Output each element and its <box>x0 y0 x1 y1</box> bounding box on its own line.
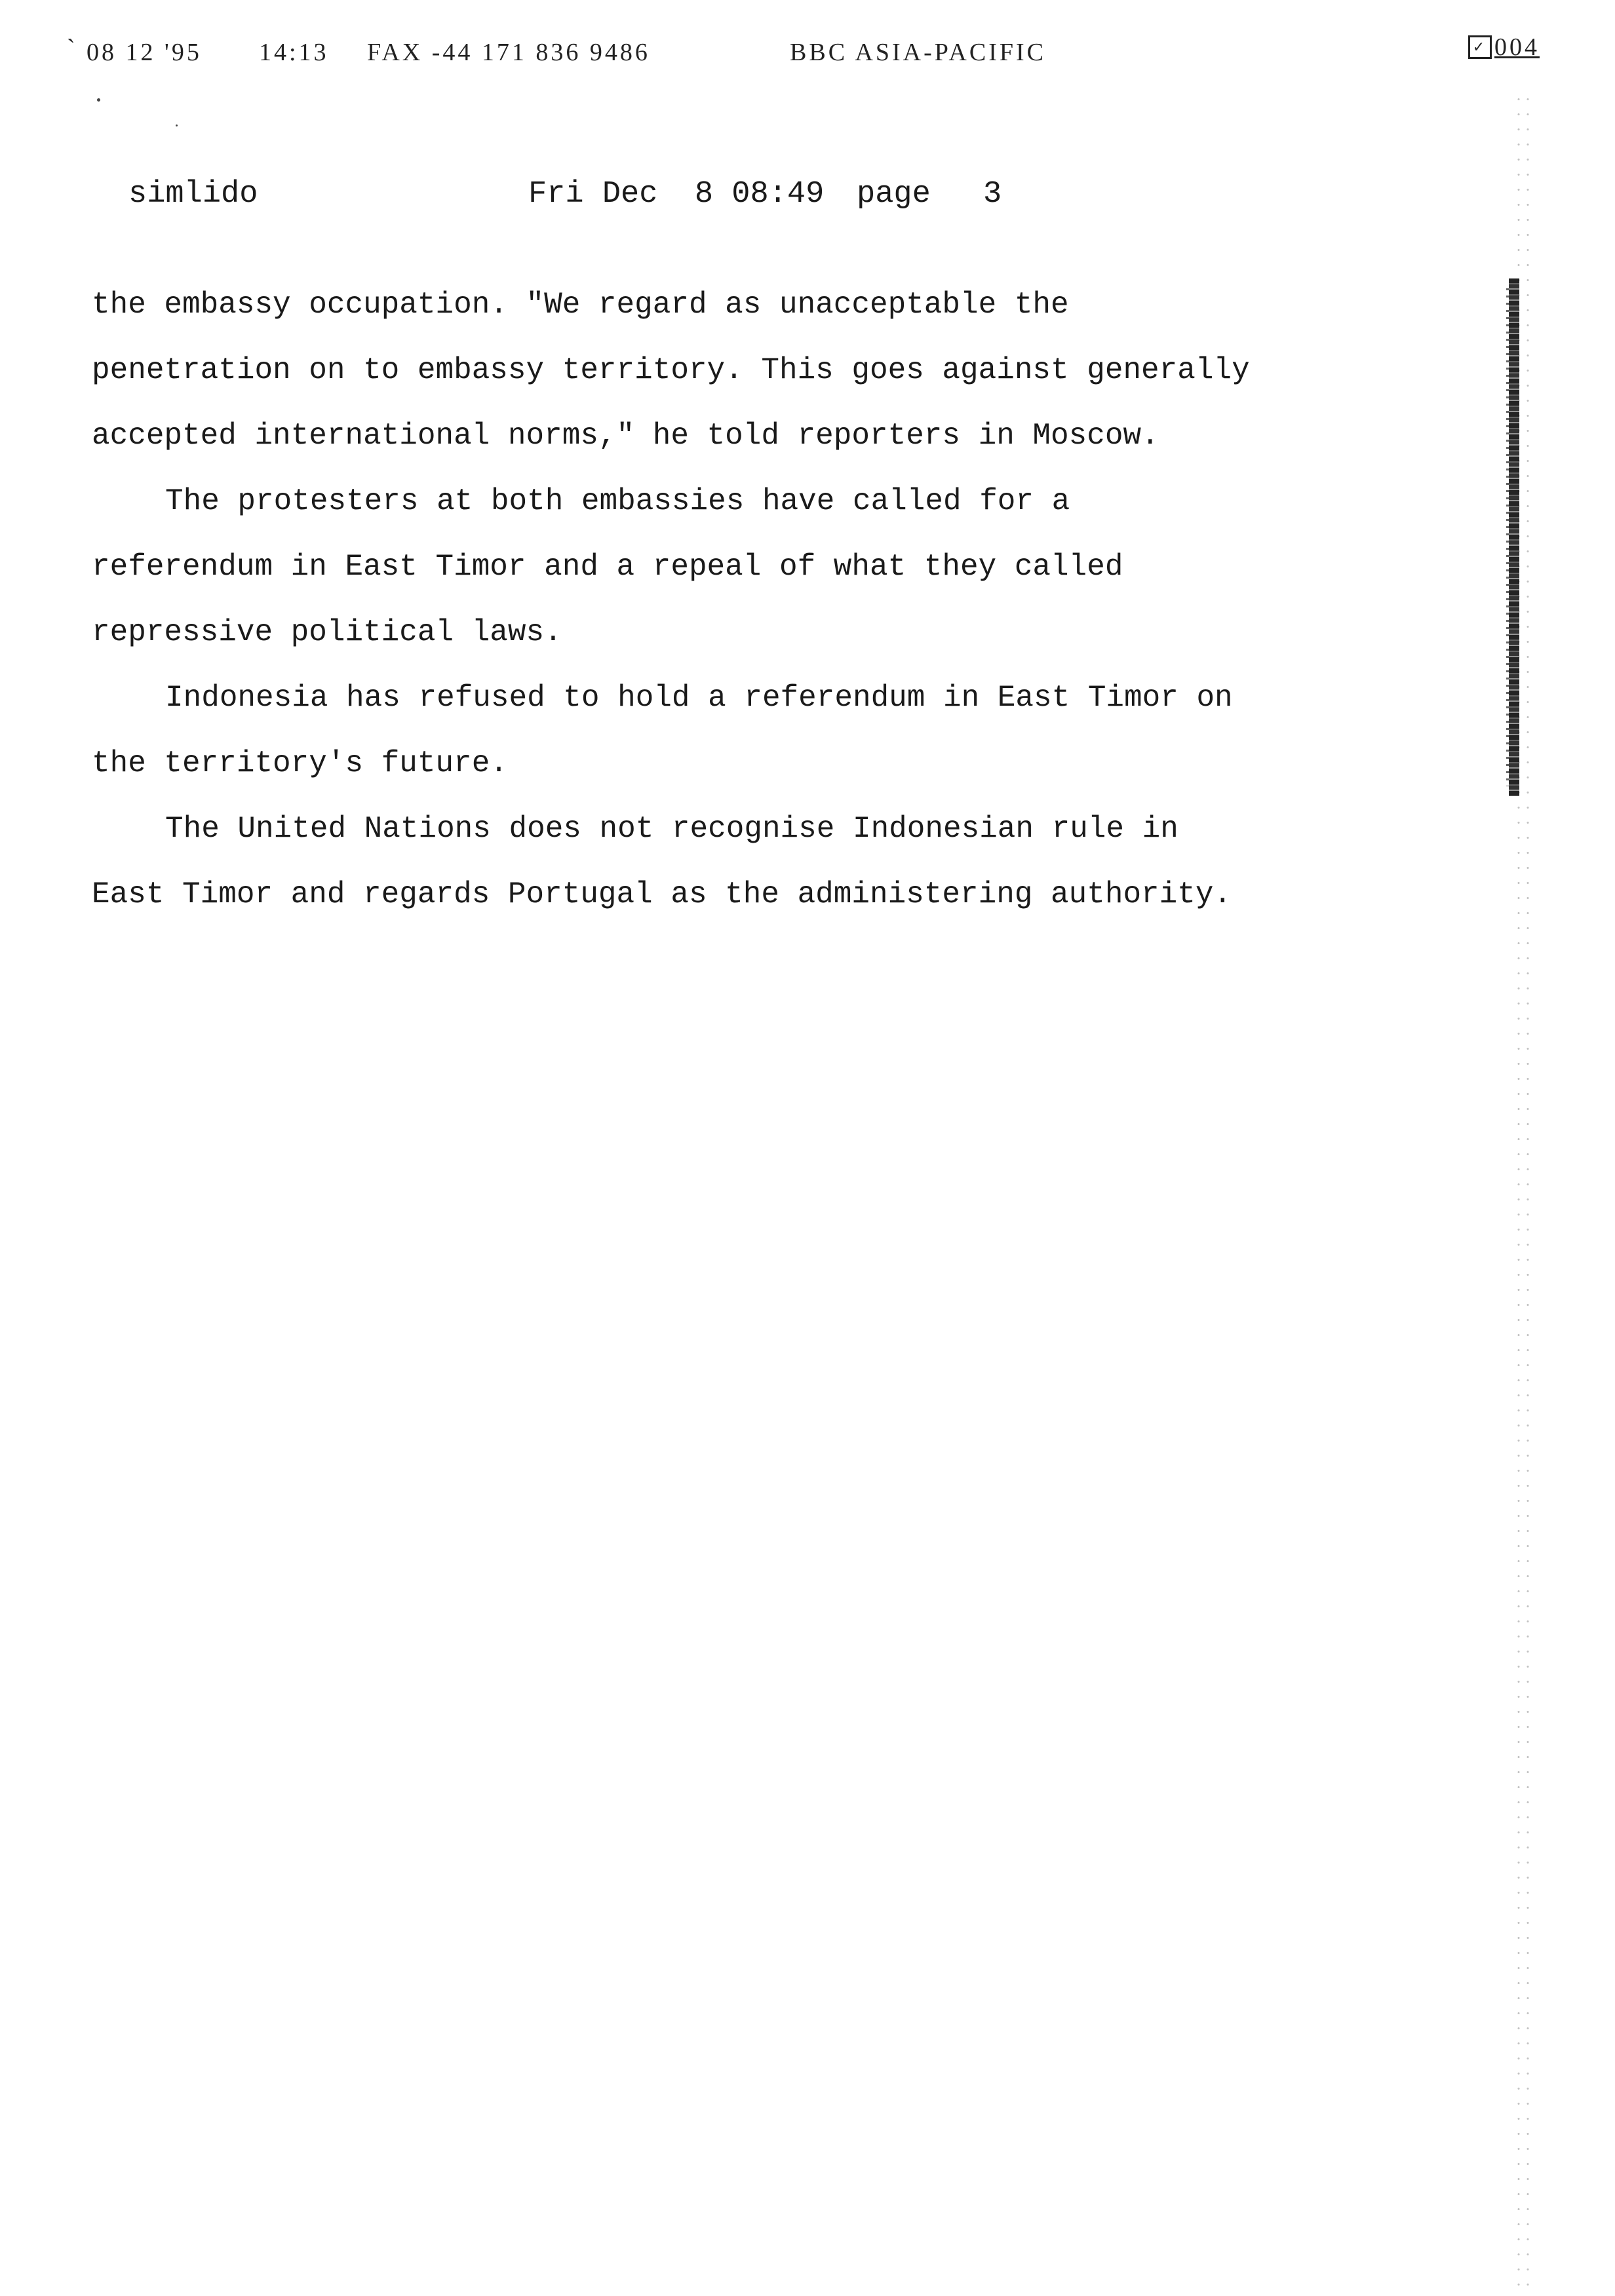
document-body <box>92 272 1534 927</box>
body-line: Indonesia has refused to hold a referendum in East Timor on <box>165 681 1233 715</box>
fax-header-page-number: 004 <box>1494 33 1540 61</box>
scan-speck <box>176 124 178 126</box>
body-line: penetration on to embassy territory. This goes against generally <box>92 353 1250 387</box>
body-line: repressive political laws. <box>92 615 562 649</box>
document-date: Fri Dec 8 08:49 <box>528 177 825 212</box>
fax-header-number: FAX -44 171 836 9486 <box>367 39 650 66</box>
fax-transmission-header <box>66 33 1573 77</box>
body-line: accepted international norms," he told reporters in Moscow. <box>92 419 1159 453</box>
fax-header-date: 08 12 '95 <box>87 39 202 66</box>
fax-header-station: BBC ASIA-PACIFIC <box>790 39 1046 66</box>
body-line: referendum in East Timor and a repeal of what they called <box>92 550 1123 584</box>
fax-header-tick: ` <box>67 35 78 62</box>
fax-check-box-icon: ✓ <box>1468 35 1492 59</box>
fax-header-time: 14:13 <box>259 39 329 66</box>
document-page-label: page <box>857 177 931 212</box>
body-line: the territory's future. <box>92 746 508 780</box>
scan-artifact-bar <box>1509 278 1519 796</box>
document-page-number: 3 <box>983 177 1002 212</box>
document-username: simlido <box>128 177 258 212</box>
body-line: The protesters at both embassies have called for a <box>165 484 1070 518</box>
body-line: East Timor and regards Portugal as the administering authority. <box>92 877 1232 911</box>
body-line: the embassy occupation. "We regard as unacceptable the <box>92 288 1069 322</box>
fax-header-page-mark <box>1468 33 1540 62</box>
document-header <box>0 177 1615 223</box>
body-line: The United Nations does not recognise Indonesian rule in <box>165 812 1178 846</box>
scan-speck <box>97 98 100 102</box>
